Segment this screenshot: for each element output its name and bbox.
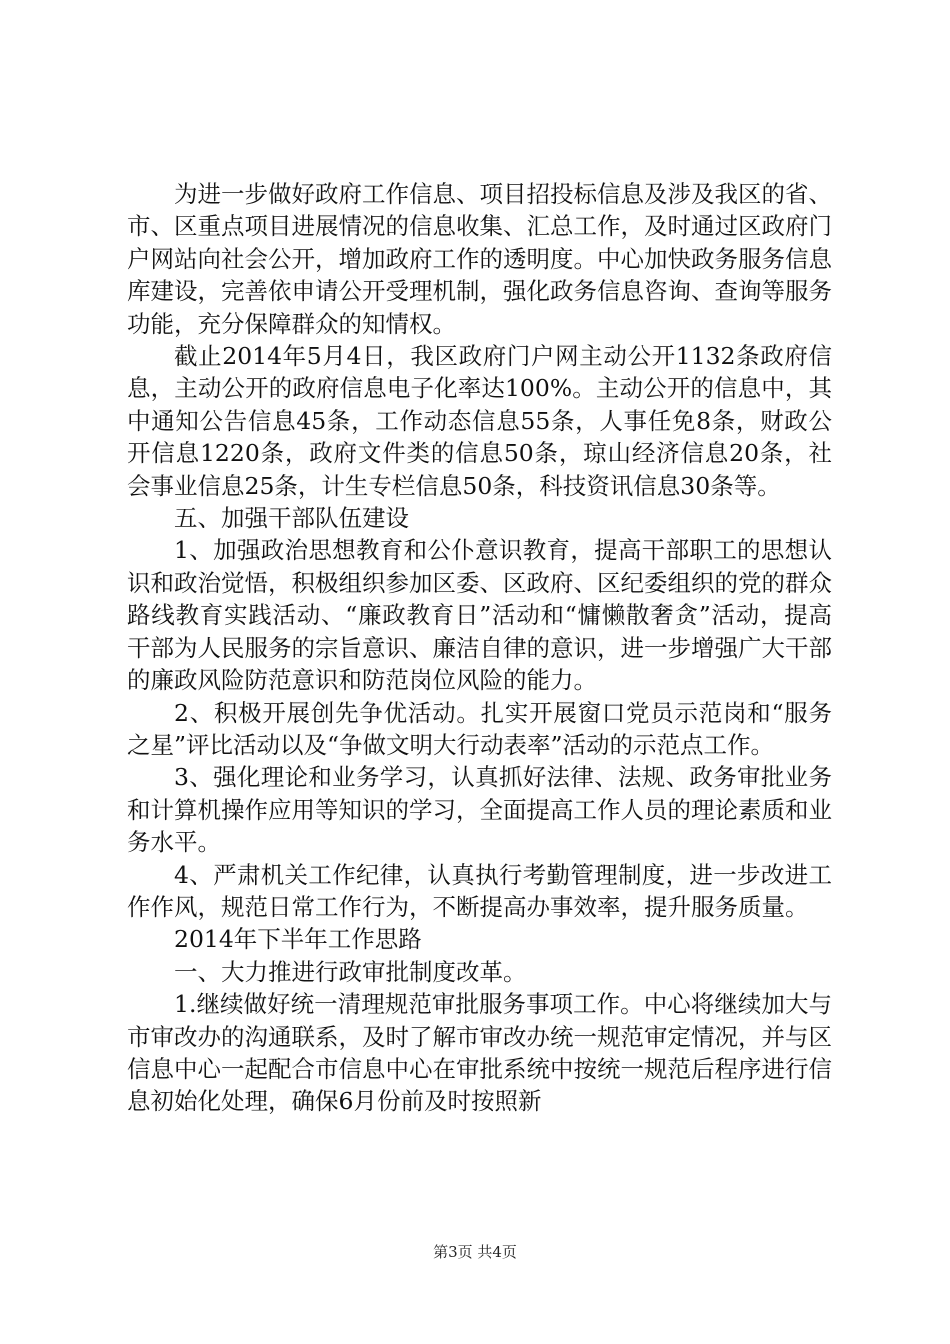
paragraph-info-collection: 为进一步做好政府工作信息、项目招投标信息及涉及我区的省、市、区重点项目进展情况的信息收集、汇总工作，及时通过区政府门户网站向社会公开，增加政府工作的透明度。中心加快政务服务信息库建设，完善依申请公开受理机制，强化政务信息咨询、查询等服务功能，充分保障群众的知情权。 <box>127 180 832 338</box>
section-heading-plan: 2014年下半年工作思路 <box>174 925 422 954</box>
paragraph-item-1: 1、加强政治思想教育和公仆意识教育，提高干部职工的思想认识和政治觉悟，积极组织参加区委、区政府、区纪委组织的党的群众路线教育实践活动、“廉政教育日”活动和“慵懒散奢贪”活动，提高干部为人民服务的宗旨意识、廉洁自律的意识，进一步增强广大干部的廉政风险防范意识和防范岗位风险的能力。 <box>127 536 832 695</box>
paragraph-item-3: 3、强化理论和业务学习，认真抓好法律、法规、政务审批业务和计算机操作应用等知识的学习，全面提高工作人员的理论素质和业务水平。 <box>127 763 832 857</box>
page-footer: 第3页 共4页 <box>433 1243 517 1261</box>
document-body <box>127 178 832 1118</box>
paragraph-statistics: 截止2014年5月4日，我区政府门户网主动公开1132条政府信息，主动公开的政府信息电子化率达100%。主动公开的信息中，其中通知公告信息45条，工作动态信息55条，人事任免8条，财政公开信息1220条，政府文件类的信息50条，琼山经济信息20条，社会事业信息25条，计生专栏信息50条，科技资讯信息30条等。 <box>127 342 832 500</box>
section-heading-one: 一、大力推进行政审批制度改革。 <box>174 957 527 986</box>
paragraph-plan-item-1: 1.继续做好统一清理规范审批服务事项工作。中心将继续加大与市审改办的沟通联系，及时了解市审改办统一规范审定情况，并与区信息中心一起配合市信息中心在审批系统中按统一规范后程序进行信息初始化处理，确保6月份前及时按照新 <box>127 990 832 1116</box>
paragraph-item-4: 4、严肃机关工作纪律，认真执行考勤管理制度，进一步改进工作作风，规范日常工作行为，不断提高办事效率，提升服务质量。 <box>127 860 832 921</box>
section-heading-five: 五、加强干部队伍建设 <box>174 504 409 533</box>
paragraph-item-2: 2、积极开展创先争优活动。扎实开展窗口党员示范岗和“服务之星”评比活动以及“争做文明大行动表率”活动的示范点工作。 <box>127 698 832 759</box>
